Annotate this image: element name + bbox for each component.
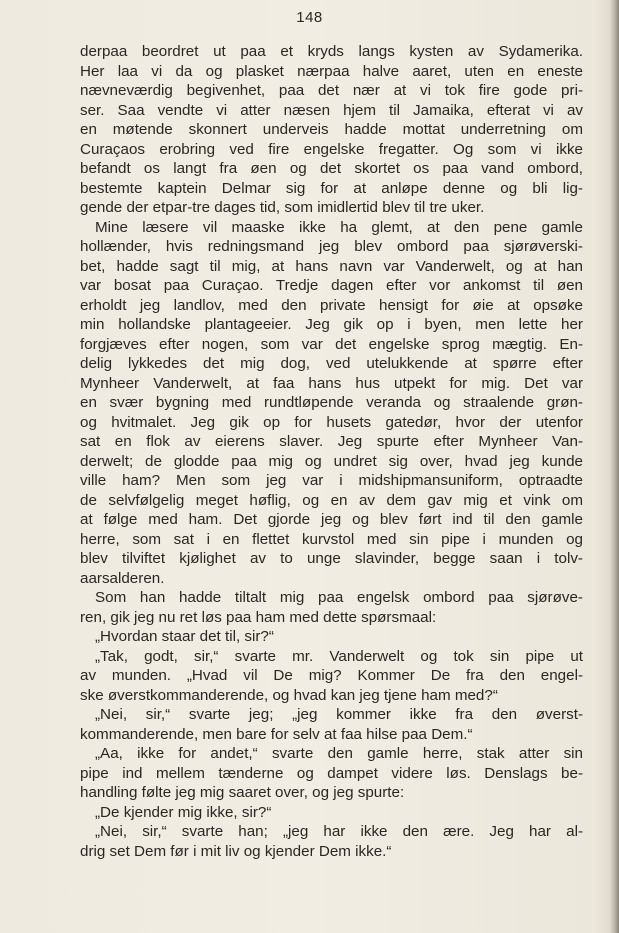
text-line: en møtende skonnert underveis hadde mottat underretning om (80, 121, 583, 138)
text-line: „Hvordan staar det til, sir?“ (95, 628, 274, 645)
text-line: Her laa vi da og plasket nærpaa halve aaret, uten en eneste (80, 62, 583, 80)
text-line: og hvitmalet. Jeg gik op for husets gatedør, hvor der utenfor (80, 413, 583, 431)
text-line: Mynheer Vanderwelt, at faa hans hus utpekt for mig. Det var (80, 374, 583, 392)
text-line: pipe ind mellem tænderne og dampet videre løs. Denslags be- (80, 764, 583, 782)
text-line: ren, gik jeg nu ret løs paa ham med dette spørsmaal: (80, 608, 437, 626)
text-line: „Tak, godt, sir,“ svarte mr. Vanderwelt og tok sin pipe ut (95, 647, 583, 665)
text-line: min hollandske plantageeier. Jeg gik op i byen, men lette her (80, 316, 583, 333)
text-line: Som han hadde tiltalt mig paa engelsk ombord paa sjørøve- (95, 589, 583, 606)
text-line: derwelt; de glodde paa mig og undret sig over, hvad jeg kunde (80, 452, 583, 470)
text-line: bet, hadde sagt til mig, at hans navn var Vanderwelt, og at han (80, 257, 583, 275)
text-line: handling følte jeg mig saaret over, og jeg spurte: (80, 784, 405, 801)
text-line: befandt os langt fra øen og det skortet os paa vand ombord, (80, 160, 583, 177)
text-line: forgjæves efter nogen, som var det engelske sprog mægtig. En- (80, 335, 583, 353)
text-line: drig set Dem før i mit liv og kjender Dem ikke.“ (80, 842, 392, 860)
text-line: en svær bygning med rundtløpende veranda og straalende grøn- (80, 394, 583, 411)
text-line: hollænder, hvis redningsmand jeg blev ombord paa sjørøverski- (80, 238, 583, 255)
text-line: „Nei, sir,“ svarte jeg; „jeg kommer ikke fra den øverst- (95, 706, 583, 723)
text-line: ske øverstkommanderende, og hvad kan jeg tjene ham med?“ (80, 686, 498, 704)
text-line: ville ham? Men som jeg var i midshipmansuniform, optraadte (80, 472, 583, 489)
text-line: bestemte kaptein Delmar sig for at anløpe denne og bli lig- (80, 179, 583, 197)
text-line: „Aa, ikke for andet,“ svarte den gamle herre, stak atter sin (95, 745, 583, 762)
text-line: Mine læsere vil maaske ikke ha glemt, at den pene gamle (95, 218, 583, 236)
text-line: erholdt jeg landlov, med den private hensigt for øie at opsøke (80, 296, 583, 314)
text-line: av munden. „Hvad vil De mig? Kommer De fra den engel- (80, 667, 583, 684)
text-line: sat en flok av eierens slaver. Jeg spurte efter Mynheer Van- (80, 433, 583, 450)
text-line: delig lykkedes det mig dog, ved utelukkende at spørre efter (80, 355, 583, 372)
text-line: „Nei, sir,“ svarte han; „jeg har ikke den ære. Jeg har al- (95, 823, 583, 840)
text-line: nævneværdig begivenhet, paa det nær at vi tok fire gode pri- (80, 82, 583, 99)
text-line: var bosat paa Curaçao. Tredje dagen efter vor ankomst til øen (80, 277, 583, 294)
text-line: derpaa beordret ut paa et kryds langs kysten av Sydamerika. (80, 43, 583, 60)
text-line: ser. Saa vendte vi atter næsen hjem til Jamaika, efterat vi av (80, 101, 583, 119)
text-line: gende der etpar-tre dages tid, som imidlertid blev til tre uker. (80, 199, 485, 216)
text-line: herre, som sat i en flettet kurvstol med sin pipe i munden og (80, 530, 583, 548)
page-number: 148 (296, 9, 323, 26)
text-line: kommanderende, men bare for selv at faa hilse paa Dem.“ (80, 725, 473, 743)
text-line: at følge med ham. Det gjorde jeg og blev ført ind til den gamle (80, 511, 583, 528)
body-text (80, 42, 583, 861)
text-line: Curaçaos erobring ved fire engelske fregatter. Og som vi ikke (80, 140, 583, 158)
text-line: blev tilviftet kjølighet av to unge slavinder, begge saan i tolv- (80, 550, 583, 567)
page-edge-shadow (610, 0, 619, 933)
text-line: „De kjender mig ikke, sir?“ (95, 803, 272, 821)
text-line: aarsalderen. (80, 569, 165, 587)
text-line: de selvfølgelig meget høflig, og en av dem gav mig et vink om (80, 491, 583, 509)
